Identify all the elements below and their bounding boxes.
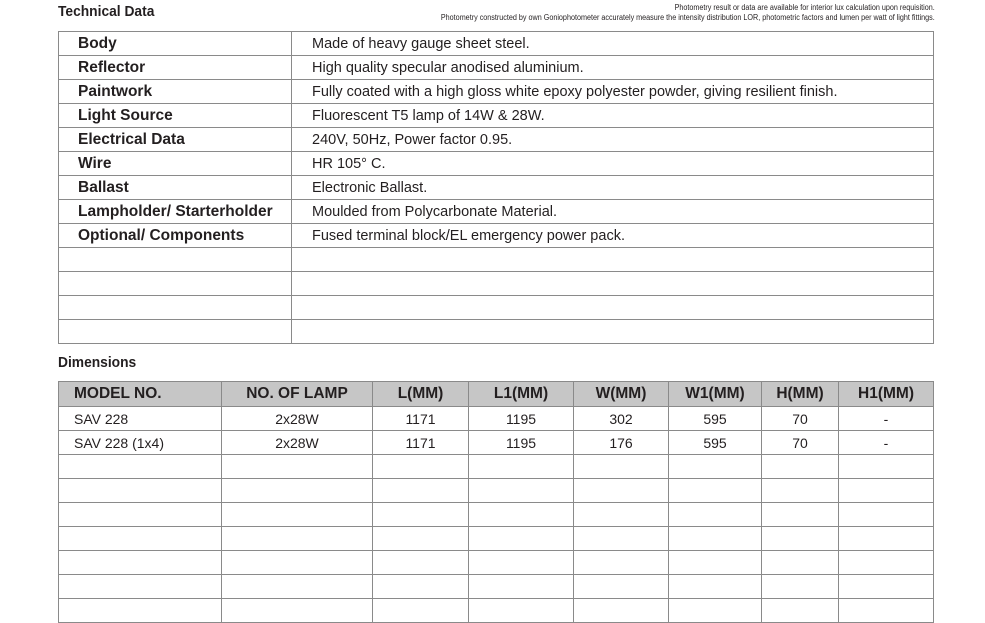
spec-label: Electrical Data (59, 128, 292, 152)
column-header-l: L(MM) (373, 382, 469, 407)
spec-label: Lampholder/ Starterholder (59, 200, 292, 224)
cell-l1: 1195 (469, 431, 574, 455)
spec-value: Moulded from Polycarbonate Material. (292, 200, 934, 224)
spec-value-empty (292, 248, 934, 272)
spec-value: Fused terminal block/EL emergency power pack. (292, 224, 934, 248)
spec-label-empty (59, 320, 292, 344)
spec-row-empty (59, 272, 934, 296)
spec-row (59, 56, 934, 80)
cell-w: 176 (574, 431, 669, 455)
spec-label: Light Source (59, 104, 292, 128)
spec-value: 240V, 50Hz, Power factor 0.95. (292, 128, 934, 152)
table-row (59, 407, 934, 431)
spec-row-empty (59, 248, 934, 272)
cell-h: 70 (762, 407, 839, 431)
table-row-empty (59, 503, 934, 527)
spec-label: Reflector (59, 56, 292, 80)
cell-lamp: 2x28W (222, 431, 373, 455)
spec-value-empty (292, 320, 934, 344)
column-header-h1: H1(MM) (839, 382, 934, 407)
cell-h: 70 (762, 431, 839, 455)
spec-label: Body (59, 32, 292, 56)
table-row (59, 431, 934, 455)
table-row-empty (59, 455, 934, 479)
column-header-model: MODEL NO. (59, 382, 222, 407)
spec-value: Made of heavy gauge sheet steel. (292, 32, 934, 56)
spec-label: Optional/ Components (59, 224, 292, 248)
photometry-note-1: Photometry result or data are available for interior lux calculation upon requisition. (674, 3, 935, 12)
spec-label-empty (59, 296, 292, 320)
photometry-notes (386, 3, 935, 23)
column-header-l1: L1(MM) (469, 382, 574, 407)
cell-h1: - (839, 407, 934, 431)
cell-w1: 595 (669, 431, 762, 455)
cell-model: SAV 228 (59, 407, 222, 431)
cell-l: 1171 (373, 407, 469, 431)
column-header-h: H(MM) (762, 382, 839, 407)
column-header-w1: W1(MM) (669, 382, 762, 407)
table-row-empty (59, 551, 934, 575)
table-row-empty (59, 527, 934, 551)
spec-value-empty (292, 272, 934, 296)
cell-l1: 1195 (469, 407, 574, 431)
table-row-empty (59, 479, 934, 503)
spec-row (59, 176, 934, 200)
table-row-empty (59, 599, 934, 623)
column-header-lamp: NO. OF LAMP (222, 382, 373, 407)
photometry-note-2: Photometry constructed by own Goniophotometer accurately measure the intensity distribution LOR, photometric factors and lumen per watt of light fittings. (441, 13, 935, 22)
column-header-w: W(MM) (574, 382, 669, 407)
spec-row (59, 80, 934, 104)
spec-value: Fully coated with a high gloss white epoxy polyester powder, giving resilient finish. (292, 80, 934, 104)
spec-row (59, 152, 934, 176)
spec-value: Fluorescent T5 lamp of 14W & 28W. (292, 104, 934, 128)
cell-l: 1171 (373, 431, 469, 455)
spec-value: High quality specular anodised aluminium. (292, 56, 934, 80)
spec-row (59, 128, 934, 152)
cell-lamp: 2x28W (222, 407, 373, 431)
technical-data-heading: Technical Data (58, 3, 155, 20)
cell-w1: 595 (669, 407, 762, 431)
dimensions-table (58, 381, 934, 623)
spec-row (59, 104, 934, 128)
spec-label-empty (59, 272, 292, 296)
spec-label: Ballast (59, 176, 292, 200)
cell-model: SAV 228 (1x4) (59, 431, 222, 455)
cell-w: 302 (574, 407, 669, 431)
spec-value: Electronic Ballast. (292, 176, 934, 200)
spec-row (59, 200, 934, 224)
technical-data-table (58, 31, 934, 344)
spec-label: Wire (59, 152, 292, 176)
spec-value: HR 105° C. (292, 152, 934, 176)
cell-h1: - (839, 431, 934, 455)
spec-label: Paintwork (59, 80, 292, 104)
spec-row-empty (59, 296, 934, 320)
spec-row (59, 32, 934, 56)
spec-label-empty (59, 248, 292, 272)
dimensions-header-row (59, 382, 934, 407)
table-row-empty (59, 575, 934, 599)
dimensions-heading: Dimensions (58, 354, 137, 371)
spec-value-empty (292, 296, 934, 320)
spec-row (59, 224, 934, 248)
spec-row-empty (59, 320, 934, 344)
